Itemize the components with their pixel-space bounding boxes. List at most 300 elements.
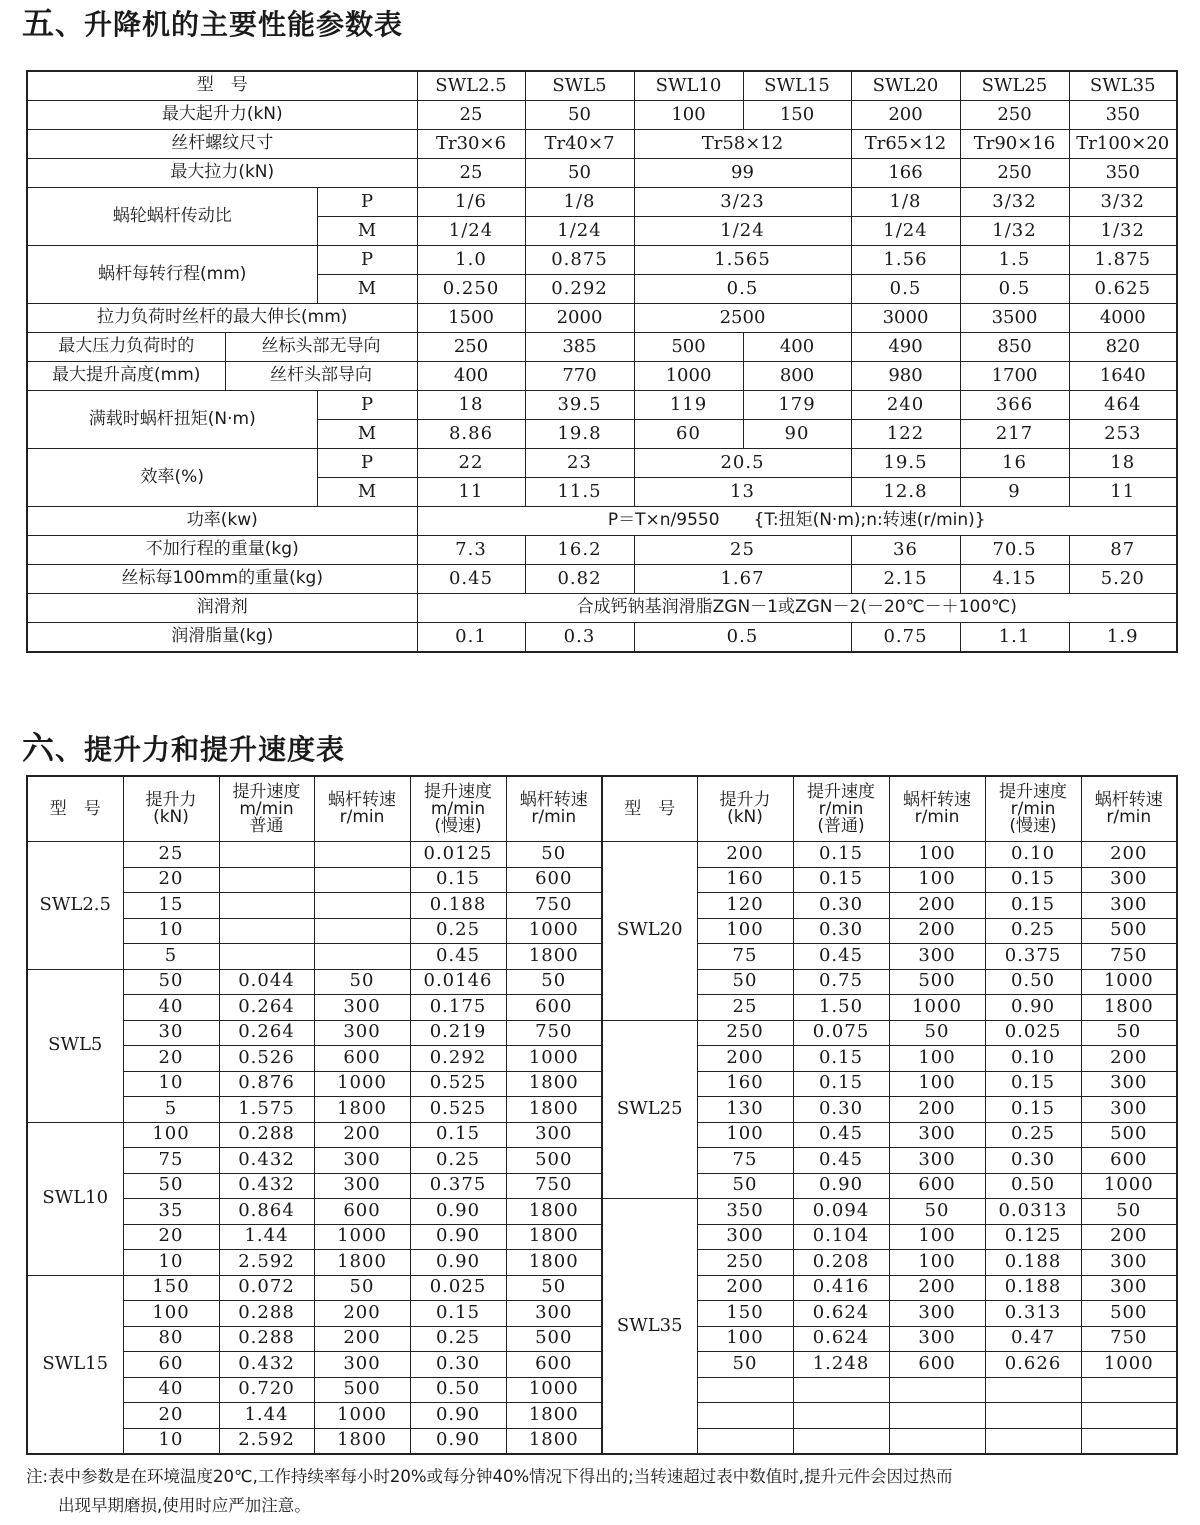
lift-force-cell: 100 bbox=[697, 1326, 793, 1352]
worm-speed-slow-cell: 1000 bbox=[506, 918, 602, 944]
section5-number: 五 bbox=[22, 4, 56, 42]
speed-normal-cell: 0.624 bbox=[793, 1301, 889, 1327]
value-cell: 13 bbox=[634, 478, 851, 507]
speed-slow-cell: 0.15 bbox=[985, 1097, 1081, 1123]
value-cell: 1/8 bbox=[525, 188, 634, 217]
lift-force-cell: 50 bbox=[123, 969, 219, 995]
speed-slow-cell: 0.025 bbox=[985, 1020, 1081, 1046]
worm-speed-slow-cell: 300 bbox=[1081, 867, 1177, 893]
speed-normal-cell: 0.264 bbox=[219, 995, 314, 1021]
model-cell: SWL2.5 bbox=[27, 842, 123, 970]
value-cell: 166 bbox=[851, 159, 960, 188]
speed-normal-cell: 1.575 bbox=[219, 1097, 314, 1123]
model-cell: SWL25 bbox=[602, 1020, 697, 1199]
worm-speed-slow-cell: 500 bbox=[506, 1326, 602, 1352]
model-cell: SWL20 bbox=[602, 842, 697, 1021]
value-cell: 100 bbox=[634, 101, 743, 130]
speed-slow-cell: 0.15 bbox=[410, 1301, 506, 1327]
performance-parameters-table bbox=[26, 70, 1178, 653]
worm-speed-cell: 300 bbox=[314, 1173, 410, 1199]
speed-slow-cell: 0.15 bbox=[985, 893, 1081, 919]
worm-speed-slow-cell: 1000 bbox=[506, 1377, 602, 1403]
header-speed-slow bbox=[410, 776, 506, 842]
speed-slow-cell: 0.0146 bbox=[410, 969, 506, 995]
lift-force-cell: 75 bbox=[697, 944, 793, 970]
empty-cell bbox=[697, 1428, 793, 1454]
lift-force-cell: 150 bbox=[123, 1275, 219, 1301]
value-cell: 0.5 bbox=[634, 623, 851, 653]
p-label: P bbox=[317, 188, 417, 217]
guide-label: 丝杆头部导向 bbox=[225, 362, 417, 391]
value-cell: 464 bbox=[1069, 391, 1177, 420]
worm-speed-cell: 500 bbox=[889, 969, 985, 995]
header-text: r/min bbox=[914, 807, 960, 827]
value-cell: 3000 bbox=[851, 304, 960, 333]
worm-speed-slow-cell: 500 bbox=[506, 1148, 602, 1174]
header-model: 型 号 bbox=[602, 776, 697, 842]
value-cell: 4.15 bbox=[960, 565, 1069, 594]
header-text: 提升力 bbox=[719, 790, 771, 810]
header-text: 提升力 bbox=[145, 790, 197, 810]
header-text: 蜗杆转速 bbox=[328, 790, 396, 810]
no-guide-label: 丝标头部无导向 bbox=[225, 333, 417, 362]
value-cell: 980 bbox=[851, 362, 960, 391]
worm-speed-slow-cell: 600 bbox=[506, 1352, 602, 1378]
header-worm-speed bbox=[314, 776, 410, 842]
header-speed-normal bbox=[793, 776, 889, 842]
lift-force-cell: 10 bbox=[123, 1250, 219, 1276]
lift-force-cell: 5 bbox=[123, 1097, 219, 1123]
row-lubricant bbox=[27, 594, 1177, 623]
m-label: M bbox=[317, 275, 417, 304]
speed-slow-cell: 0.25 bbox=[985, 918, 1081, 944]
worm-speed-cell bbox=[314, 944, 410, 970]
speed-normal-cell: 0.288 bbox=[219, 1301, 314, 1327]
model-cell: SWL35 bbox=[1069, 71, 1177, 101]
row-model bbox=[27, 71, 1177, 101]
value-cell: 119 bbox=[634, 391, 743, 420]
power-label: 功率(kw) bbox=[27, 507, 417, 536]
lift-force-cell: 30 bbox=[123, 1020, 219, 1046]
value-cell: 20.5 bbox=[634, 449, 851, 478]
speed-normal-cell bbox=[219, 944, 314, 970]
travel-per-turn-label: 蜗杆每转行程(mm) bbox=[27, 246, 317, 304]
section6-title-text: 、提升力和提升速度表 bbox=[55, 733, 346, 766]
model-cell: SWL15 bbox=[27, 1275, 123, 1454]
worm-speed-slow-cell: 1800 bbox=[506, 1403, 602, 1429]
worm-speed-slow-cell: 50 bbox=[506, 842, 602, 868]
value-cell: 16.2 bbox=[525, 536, 634, 565]
model-cell: SWL2.5 bbox=[417, 71, 525, 101]
speed-slow-cell: 0.47 bbox=[985, 1326, 1081, 1352]
worm-speed-slow-cell: 1800 bbox=[506, 1250, 602, 1276]
header-text: (慢速) bbox=[434, 815, 482, 836]
empty-cell bbox=[697, 1403, 793, 1429]
speed-slow-cell: 0.626 bbox=[985, 1352, 1081, 1378]
worm-speed-cell: 300 bbox=[314, 995, 410, 1021]
footnote-line1: 注:表中参数是在环境温度20℃,工作持续率每小时20%或每分钟40%情况下得出的;当转速超过表中数值时,提升元件会因过热而 bbox=[26, 1467, 953, 1486]
worm-speed-slow-cell: 300 bbox=[1081, 1097, 1177, 1123]
speed-slow-cell: 0.90 bbox=[410, 1403, 506, 1429]
worm-speed-slow-cell: 300 bbox=[1081, 1250, 1177, 1276]
worm-speed-slow-cell: 1000 bbox=[1081, 1352, 1177, 1378]
speed-slow-cell: 0.90 bbox=[985, 995, 1081, 1021]
value-cell: 366 bbox=[960, 391, 1069, 420]
max-height-label-line1: 最大压力负荷时的 bbox=[27, 333, 225, 362]
value-cell: 400 bbox=[417, 362, 525, 391]
power-formula: P＝T×n/9550 {T:扭矩(N·m);n:转速(r/min)} bbox=[417, 507, 1177, 536]
speed-normal-cell bbox=[219, 842, 314, 868]
worm-speed-slow-cell: 50 bbox=[1081, 1020, 1177, 1046]
speed-slow-cell: 0.525 bbox=[410, 1071, 506, 1097]
lift-speed-body bbox=[27, 842, 1177, 1455]
empty-cell bbox=[697, 1377, 793, 1403]
lift-force-cell: 160 bbox=[697, 1071, 793, 1097]
worm-speed-slow-cell: 300 bbox=[1081, 893, 1177, 919]
lift-force-cell: 40 bbox=[123, 995, 219, 1021]
speed-normal-cell: 0.45 bbox=[793, 944, 889, 970]
value-cell: 4000 bbox=[1069, 304, 1177, 333]
header-lift-force bbox=[123, 776, 219, 842]
lift-force-cell: 10 bbox=[123, 1071, 219, 1097]
worm-speed-cell: 1000 bbox=[314, 1071, 410, 1097]
worm-speed-cell: 300 bbox=[889, 1326, 985, 1352]
worm-speed-cell: 200 bbox=[314, 1301, 410, 1327]
value-cell: 90 bbox=[743, 420, 851, 449]
lift-force-cell: 20 bbox=[123, 1046, 219, 1072]
speed-slow-cell: 0.45 bbox=[410, 944, 506, 970]
speed-slow-cell: 0.90 bbox=[410, 1199, 506, 1225]
value-cell: 25 bbox=[417, 159, 525, 188]
value-cell: 18 bbox=[417, 391, 525, 420]
value-cell: 217 bbox=[960, 420, 1069, 449]
value-cell: Tr40×7 bbox=[525, 130, 634, 159]
worm-speed-slow-cell: 750 bbox=[1081, 944, 1177, 970]
value-cell: 9 bbox=[960, 478, 1069, 507]
header-text: r/min bbox=[1106, 807, 1152, 827]
value-cell: 1640 bbox=[1069, 362, 1177, 391]
speed-slow-cell: 0.15 bbox=[410, 867, 506, 893]
worm-speed-cell: 100 bbox=[889, 1046, 985, 1072]
row-max-height-no-guide bbox=[27, 333, 1177, 362]
lift-force-cell: 80 bbox=[123, 1326, 219, 1352]
lift-force-cell: 20 bbox=[123, 867, 219, 893]
row-max-height-guide bbox=[27, 362, 1177, 391]
lift-force-cell: 60 bbox=[123, 1352, 219, 1378]
lift-force-cell: 100 bbox=[123, 1122, 219, 1148]
value-cell: 0.3 bbox=[525, 623, 634, 653]
speed-slow-cell: 0.10 bbox=[985, 842, 1081, 868]
header-text: r/min bbox=[818, 798, 864, 819]
speed-slow-cell: 0.0125 bbox=[410, 842, 506, 868]
header-text: 提升速度 bbox=[807, 781, 875, 802]
speed-normal-cell: 0.624 bbox=[793, 1326, 889, 1352]
header-text: (普通) bbox=[817, 815, 865, 836]
worm-speed-cell bbox=[314, 867, 410, 893]
model-cell: SWL10 bbox=[27, 1122, 123, 1275]
worm-speed-slow-cell: 750 bbox=[506, 1173, 602, 1199]
header-text: r/min bbox=[531, 807, 577, 827]
worm-speed-slow-cell: 300 bbox=[1081, 1275, 1177, 1301]
value-cell: 0.75 bbox=[851, 623, 960, 653]
worm-speed-cell: 600 bbox=[314, 1199, 410, 1225]
header-worm-speed bbox=[1081, 776, 1177, 842]
value-cell: 0.625 bbox=[1069, 275, 1177, 304]
value-cell: 1500 bbox=[417, 304, 525, 333]
row-weight-no-travel bbox=[27, 536, 1177, 565]
value-cell: 1/8 bbox=[851, 188, 960, 217]
empty-cell bbox=[985, 1428, 1081, 1454]
lift-force-cell: 75 bbox=[697, 1148, 793, 1174]
row-max-pull bbox=[27, 159, 1177, 188]
max-height-label-line2: 最大提升高度(mm) bbox=[27, 362, 225, 391]
speed-normal-cell: 0.15 bbox=[793, 867, 889, 893]
speed-normal-cell: 0.432 bbox=[219, 1173, 314, 1199]
speed-slow-cell: 0.50 bbox=[410, 1377, 506, 1403]
speed-slow-cell: 0.188 bbox=[985, 1250, 1081, 1276]
worm-speed-slow-cell: 1800 bbox=[506, 1224, 602, 1250]
value-cell: 70.5 bbox=[960, 536, 1069, 565]
value-cell: Tr90×16 bbox=[960, 130, 1069, 159]
worm-speed-slow-cell: 500 bbox=[1081, 1122, 1177, 1148]
lift-force-cell: 100 bbox=[697, 918, 793, 944]
value-cell: 18 bbox=[1069, 449, 1177, 478]
speed-normal-cell: 1.248 bbox=[793, 1352, 889, 1378]
speed-slow-cell: 0.30 bbox=[985, 1148, 1081, 1174]
row-worm-ratio-p bbox=[27, 188, 1177, 217]
worm-speed-cell: 50 bbox=[889, 1199, 985, 1225]
speed-normal-cell: 2.592 bbox=[219, 1428, 314, 1454]
worm-speed-slow-cell: 1000 bbox=[1081, 969, 1177, 995]
header-text: r/min bbox=[339, 807, 385, 827]
worm-speed-slow-cell: 300 bbox=[506, 1122, 602, 1148]
value-cell: Tr30×6 bbox=[417, 130, 525, 159]
value-cell: 19.8 bbox=[525, 420, 634, 449]
worm-speed-cell: 200 bbox=[889, 918, 985, 944]
empty-cell bbox=[793, 1428, 889, 1454]
speed-slow-cell: 0.375 bbox=[410, 1173, 506, 1199]
value-cell: 0.82 bbox=[525, 565, 634, 594]
value-cell: 1.9 bbox=[1069, 623, 1177, 653]
worm-speed-slow-cell: 1800 bbox=[506, 1199, 602, 1225]
value-cell: 50 bbox=[525, 159, 634, 188]
speed-normal-cell: 0.30 bbox=[793, 1097, 889, 1123]
header-text: 蜗杆转速 bbox=[1094, 790, 1163, 810]
speed-normal-cell: 0.432 bbox=[219, 1148, 314, 1174]
worm-speed-cell: 300 bbox=[889, 1301, 985, 1327]
worm-speed-slow-cell: 50 bbox=[506, 969, 602, 995]
worm-speed-slow-cell: 750 bbox=[506, 1020, 602, 1046]
speed-normal-cell: 0.094 bbox=[793, 1199, 889, 1225]
worm-speed-slow-cell: 1800 bbox=[506, 944, 602, 970]
worm-speed-cell: 300 bbox=[889, 1122, 985, 1148]
value-cell: 0.1 bbox=[417, 623, 525, 653]
lift-force-cell: 35 bbox=[123, 1199, 219, 1225]
row-power bbox=[27, 507, 1177, 536]
speed-normal-cell: 1.44 bbox=[219, 1224, 314, 1250]
worm-speed-slow-cell: 200 bbox=[1081, 1224, 1177, 1250]
torque-label: 满载时蜗杆扭矩(N·m) bbox=[27, 391, 317, 449]
worm-speed-cell: 300 bbox=[889, 1148, 985, 1174]
value-cell: 2500 bbox=[634, 304, 851, 333]
value-cell: 800 bbox=[743, 362, 851, 391]
worm-ratio-label: 蜗轮蜗杆传动比 bbox=[27, 188, 317, 246]
value-cell: 99 bbox=[634, 159, 851, 188]
worm-speed-cell: 600 bbox=[889, 1352, 985, 1378]
footnote-line2: 出现早期磨损,使用时应严加注意。 bbox=[58, 1496, 311, 1515]
model-cell: SWL10 bbox=[634, 71, 743, 101]
lift-force-cell: 120 bbox=[697, 893, 793, 919]
worm-speed-slow-cell: 600 bbox=[506, 867, 602, 893]
speed-normal-cell bbox=[219, 867, 314, 893]
row-torque-p bbox=[27, 391, 1177, 420]
value-cell: 1/24 bbox=[634, 217, 851, 246]
value-cell: 0.875 bbox=[525, 246, 634, 275]
value-cell: 3/32 bbox=[1069, 188, 1177, 217]
value-cell: 240 bbox=[851, 391, 960, 420]
empty-cell bbox=[985, 1377, 1081, 1403]
empty-cell bbox=[985, 1403, 1081, 1429]
speed-slow-cell: 0.25 bbox=[985, 1122, 1081, 1148]
lift-force-cell: 5 bbox=[123, 944, 219, 970]
worm-speed-cell: 100 bbox=[889, 867, 985, 893]
value-cell: 16 bbox=[960, 449, 1069, 478]
p-label: P bbox=[317, 391, 417, 420]
worm-speed-slow-cell: 500 bbox=[1081, 918, 1177, 944]
value-cell: 1.56 bbox=[851, 246, 960, 275]
lift-force-cell: 100 bbox=[123, 1301, 219, 1327]
speed-slow-cell: 0.525 bbox=[410, 1097, 506, 1123]
speed-slow-cell: 0.313 bbox=[985, 1301, 1081, 1327]
lift-force-cell: 25 bbox=[123, 842, 219, 868]
speed-slow-cell: 0.90 bbox=[410, 1428, 506, 1454]
value-cell: 0.250 bbox=[417, 275, 525, 304]
worm-speed-cell: 200 bbox=[889, 893, 985, 919]
screw-thread-label: 丝杆螺纹尺寸 bbox=[27, 130, 417, 159]
speed-slow-cell: 0.219 bbox=[410, 1020, 506, 1046]
speed-normal-cell: 0.208 bbox=[793, 1250, 889, 1276]
worm-speed-cell: 200 bbox=[889, 1097, 985, 1123]
worm-speed-cell: 50 bbox=[889, 1020, 985, 1046]
m-label: M bbox=[317, 420, 417, 449]
worm-speed-cell: 300 bbox=[889, 944, 985, 970]
value-cell: 1/24 bbox=[417, 217, 525, 246]
worm-speed-slow-cell: 600 bbox=[506, 995, 602, 1021]
value-cell: 1/24 bbox=[851, 217, 960, 246]
value-cell: 770 bbox=[525, 362, 634, 391]
value-cell: 3500 bbox=[960, 304, 1069, 333]
worm-speed-cell: 200 bbox=[314, 1326, 410, 1352]
worm-speed-cell: 1800 bbox=[314, 1250, 410, 1276]
speed-normal-cell: 0.264 bbox=[219, 1020, 314, 1046]
speed-normal-cell: 1.44 bbox=[219, 1403, 314, 1429]
row-screw-thread bbox=[27, 130, 1177, 159]
value-cell: 490 bbox=[851, 333, 960, 362]
value-cell: 820 bbox=[1069, 333, 1177, 362]
value-cell: 150 bbox=[743, 101, 851, 130]
worm-speed-cell: 100 bbox=[889, 842, 985, 868]
value-cell: 11.5 bbox=[525, 478, 634, 507]
speed-normal-cell: 0.072 bbox=[219, 1275, 314, 1301]
value-cell: 25 bbox=[417, 101, 525, 130]
lift-force-cell: 10 bbox=[123, 1428, 219, 1454]
speed-normal-cell: 0.876 bbox=[219, 1071, 314, 1097]
worm-speed-cell: 100 bbox=[889, 1250, 985, 1276]
value-cell: 122 bbox=[851, 420, 960, 449]
model-cell: SWL25 bbox=[960, 71, 1069, 101]
lift-force-cell: 300 bbox=[697, 1224, 793, 1250]
lift-force-cell: 160 bbox=[697, 867, 793, 893]
speed-slow-cell: 0.50 bbox=[985, 969, 1081, 995]
efficiency-label: 效率(%) bbox=[27, 449, 317, 507]
value-cell: 850 bbox=[960, 333, 1069, 362]
worm-speed-slow-cell: 1800 bbox=[1081, 995, 1177, 1021]
lift-force-cell: 150 bbox=[697, 1301, 793, 1327]
lift-force-cell: 10 bbox=[123, 918, 219, 944]
speed-slow-cell: 0.90 bbox=[410, 1250, 506, 1276]
value-cell: 1000 bbox=[634, 362, 743, 391]
header-text: 提升速度 bbox=[232, 781, 301, 802]
empty-cell bbox=[793, 1377, 889, 1403]
value-cell: 250 bbox=[417, 333, 525, 362]
header-text: (kN) bbox=[727, 807, 763, 827]
worm-speed-slow-cell: 300 bbox=[1081, 1071, 1177, 1097]
header-text: 蜗杆转速 bbox=[519, 790, 588, 810]
speed-normal-cell: 0.720 bbox=[219, 1377, 314, 1403]
worm-speed-cell: 600 bbox=[314, 1046, 410, 1072]
lift-force-cell: 250 bbox=[697, 1250, 793, 1276]
speed-normal-cell: 1.50 bbox=[793, 995, 889, 1021]
empty-cell bbox=[793, 1403, 889, 1429]
value-cell: 0.292 bbox=[525, 275, 634, 304]
speed-slow-cell: 0.025 bbox=[410, 1275, 506, 1301]
speed-normal-cell: 0.30 bbox=[793, 893, 889, 919]
header-worm-speed bbox=[889, 776, 985, 842]
speed-normal-cell: 0.432 bbox=[219, 1352, 314, 1378]
max-pull-label: 最大拉力(kN) bbox=[27, 159, 417, 188]
value-cell: 1.5 bbox=[960, 246, 1069, 275]
value-cell: 0.5 bbox=[634, 275, 851, 304]
worm-speed-slow-cell: 1800 bbox=[506, 1097, 602, 1123]
value-cell: 8.86 bbox=[417, 420, 525, 449]
row-weight-per-100mm bbox=[27, 565, 1177, 594]
header-worm-speed bbox=[506, 776, 602, 842]
worm-speed-cell: 200 bbox=[889, 1275, 985, 1301]
value-cell: 1.67 bbox=[634, 565, 851, 594]
value-cell: 1/32 bbox=[960, 217, 1069, 246]
model-cell: SWL35 bbox=[602, 1199, 697, 1455]
speed-normal-cell: 0.864 bbox=[219, 1199, 314, 1225]
header-text: 提升速度 bbox=[424, 781, 492, 802]
value-cell: Tr100×20 bbox=[1069, 130, 1177, 159]
speed-normal-cell: 0.104 bbox=[793, 1224, 889, 1250]
header-text: (慢速) bbox=[1009, 815, 1057, 836]
speed-normal-cell: 0.15 bbox=[793, 1071, 889, 1097]
lift-force-cell: 20 bbox=[123, 1224, 219, 1250]
section5-title-text: 、升降机的主要性能参数表 bbox=[55, 8, 404, 41]
value-cell: 22 bbox=[417, 449, 525, 478]
speed-normal-cell: 0.45 bbox=[793, 1148, 889, 1174]
speed-normal-cell: 0.75 bbox=[793, 969, 889, 995]
max-lift-force-label: 最大起升力(kN) bbox=[27, 101, 417, 130]
lift-force-cell: 100 bbox=[697, 1122, 793, 1148]
value-cell: 350 bbox=[1069, 101, 1177, 130]
worm-speed-cell: 1800 bbox=[314, 1428, 410, 1454]
model-cell: SWL5 bbox=[525, 71, 634, 101]
worm-speed-cell bbox=[314, 918, 410, 944]
lift-force-cell: 20 bbox=[123, 1403, 219, 1429]
worm-speed-cell: 1800 bbox=[314, 1097, 410, 1123]
